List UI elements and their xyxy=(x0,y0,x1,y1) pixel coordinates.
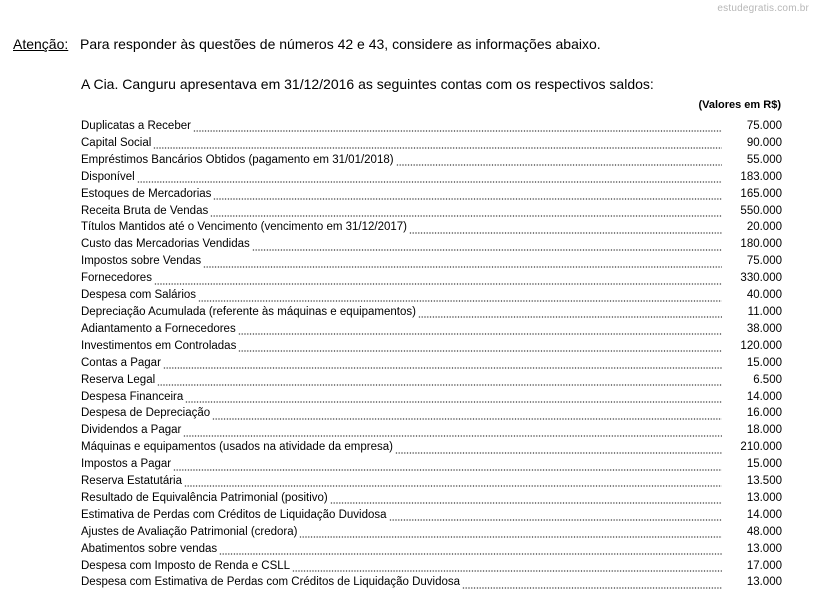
account-name: Resultado de Equivalência Patrimonial (positivo) xyxy=(81,491,328,504)
account-row xyxy=(81,524,782,541)
account-row xyxy=(81,118,782,135)
account-value: 180.000 xyxy=(740,238,782,251)
account-value: 6.500 xyxy=(753,373,782,386)
account-name: Despesa com Imposto de Renda e CSLL xyxy=(81,559,291,572)
dot-leader xyxy=(203,256,722,268)
account-name: Adiantamento a Fornecedores xyxy=(81,322,236,335)
account-name: Despesa com Salários xyxy=(81,289,197,302)
account-value: 75.000 xyxy=(746,120,782,132)
account-row xyxy=(81,405,782,422)
intro-text: A Cia. Canguru apresentava em 31/12/2016 as seguintes contas com os respectivos saldos: xyxy=(81,76,654,92)
account-value: 330.000 xyxy=(740,272,782,285)
account-name: Fornecedores xyxy=(81,272,152,285)
account-name: Despesa Financeira xyxy=(81,390,184,403)
account-name: Abatimentos sobre vendas xyxy=(81,542,218,555)
account-row xyxy=(81,541,782,558)
dot-leader xyxy=(330,492,722,504)
account-row xyxy=(81,574,782,591)
attention-text: Para responder às questões de números 42 e 43, considere as informações abaixo. xyxy=(80,36,601,52)
account-value: 13.000 xyxy=(746,491,782,504)
account-row xyxy=(81,422,782,439)
dot-leader xyxy=(418,306,722,318)
account-name: Dividendos a Pagar xyxy=(81,424,182,437)
account-row xyxy=(81,152,782,169)
dot-leader xyxy=(173,459,722,471)
account-row xyxy=(81,219,782,236)
account-value: 120.000 xyxy=(740,339,782,352)
attention-label: Atenção: xyxy=(13,36,69,52)
account-value: 165.000 xyxy=(740,187,782,200)
account-name: Capital Social xyxy=(81,136,152,149)
account-name: Despesa de Depreciação xyxy=(81,407,211,420)
account-row xyxy=(81,558,782,575)
dot-leader xyxy=(198,290,722,302)
dot-leader xyxy=(409,222,722,234)
account-value: 14.000 xyxy=(746,390,782,403)
account-name: Estimativa de Perdas com Créditos de Liquidação Duvidosa xyxy=(81,508,387,521)
units-header: (Valores em R$) xyxy=(698,99,781,111)
account-row xyxy=(81,135,782,152)
account-row xyxy=(81,236,782,253)
account-row xyxy=(81,203,782,220)
account-row xyxy=(81,304,782,321)
account-value: 17.000 xyxy=(746,559,782,572)
account-value: 14.000 xyxy=(746,508,782,521)
account-name: Empréstimos Bancários Obtidos (pagamento em 31/01/2018) xyxy=(81,153,394,166)
account-value: 11.000 xyxy=(747,305,782,318)
account-row xyxy=(81,456,782,473)
account-row xyxy=(81,490,782,507)
dot-leader xyxy=(292,560,722,572)
account-name: Receita Bruta de Vendas xyxy=(81,204,209,217)
dot-leader xyxy=(163,357,722,369)
account-value: 40.000 xyxy=(746,289,782,302)
watermark: estudegratis.com.br xyxy=(717,3,809,14)
dot-leader xyxy=(153,137,722,149)
dot-leader xyxy=(212,408,722,420)
dot-leader xyxy=(395,442,722,454)
account-name: Reserva Legal xyxy=(81,373,156,386)
account-name: Impostos a Pagar xyxy=(81,458,172,471)
account-value: 15.000 xyxy=(746,458,782,471)
dot-leader xyxy=(299,526,722,538)
dot-leader xyxy=(213,188,722,200)
dot-leader xyxy=(238,323,722,335)
dot-leader xyxy=(185,391,722,403)
account-value: 183.000 xyxy=(740,170,782,183)
dot-leader xyxy=(193,120,722,132)
account-row xyxy=(81,389,782,406)
account-row xyxy=(81,270,782,287)
account-value: 18.000 xyxy=(746,424,782,437)
dot-leader xyxy=(238,340,722,352)
account-name: Disponível xyxy=(81,170,135,183)
dot-leader xyxy=(252,239,722,251)
account-value: 48.000 xyxy=(746,525,782,538)
dot-leader xyxy=(157,374,722,386)
account-row xyxy=(81,338,782,355)
account-name: Máquinas e equipamentos (usados na atividade da empresa) xyxy=(81,441,393,454)
account-value: 210.000 xyxy=(740,441,782,454)
account-value: 13.000 xyxy=(746,576,782,589)
dot-leader xyxy=(462,577,722,589)
account-value: 55.000 xyxy=(746,153,782,166)
account-name: Reserva Estatutária xyxy=(81,475,182,488)
account-value: 38.000 xyxy=(746,322,782,335)
account-name: Depreciação Acumulada (referente às máquinas e equipamentos) xyxy=(81,305,416,318)
account-name: Investimentos em Controladas xyxy=(81,339,237,352)
account-row xyxy=(81,186,782,203)
dot-leader xyxy=(210,205,722,217)
dot-leader xyxy=(183,425,722,437)
account-row xyxy=(81,253,782,270)
account-value: 13.000 xyxy=(746,542,782,555)
account-row xyxy=(81,473,782,490)
account-row xyxy=(81,169,782,186)
account-row xyxy=(81,321,782,338)
account-value: 550.000 xyxy=(740,204,782,217)
account-name: Títulos Mantidos até o Vencimento (vencimento em 31/12/2017) xyxy=(81,221,408,234)
account-name: Custo das Mercadorias Vendidas xyxy=(81,238,250,251)
account-value: 75.000 xyxy=(746,255,782,268)
account-value: 15.000 xyxy=(746,356,782,369)
account-value: 13.500 xyxy=(746,475,782,488)
account-name: Duplicatas a Receber xyxy=(81,120,191,132)
account-row xyxy=(81,439,782,456)
account-value: 16.000 xyxy=(746,407,782,420)
account-row xyxy=(81,287,782,304)
dot-leader xyxy=(137,171,722,183)
account-name: Despesa com Estimativa de Perdas com Créditos de Liquidação Duvidosa xyxy=(81,576,461,589)
account-row xyxy=(81,507,782,524)
accounts-table xyxy=(81,118,782,591)
attention-note xyxy=(13,36,803,52)
account-row xyxy=(81,372,782,389)
account-value: 20.000 xyxy=(746,221,782,234)
dot-leader xyxy=(184,475,722,487)
account-name: Ajustes de Avaliação Patrimonial (credora) xyxy=(81,525,298,538)
account-name: Impostos sobre Vendas xyxy=(81,255,202,268)
dot-leader xyxy=(219,543,722,555)
dot-leader xyxy=(389,509,722,521)
dot-leader xyxy=(154,273,722,285)
account-name: Estoques de Mercadorias xyxy=(81,187,212,200)
account-value: 90.000 xyxy=(746,136,782,149)
account-name: Contas a Pagar xyxy=(81,356,161,369)
account-row xyxy=(81,355,782,372)
dot-leader xyxy=(396,154,722,166)
